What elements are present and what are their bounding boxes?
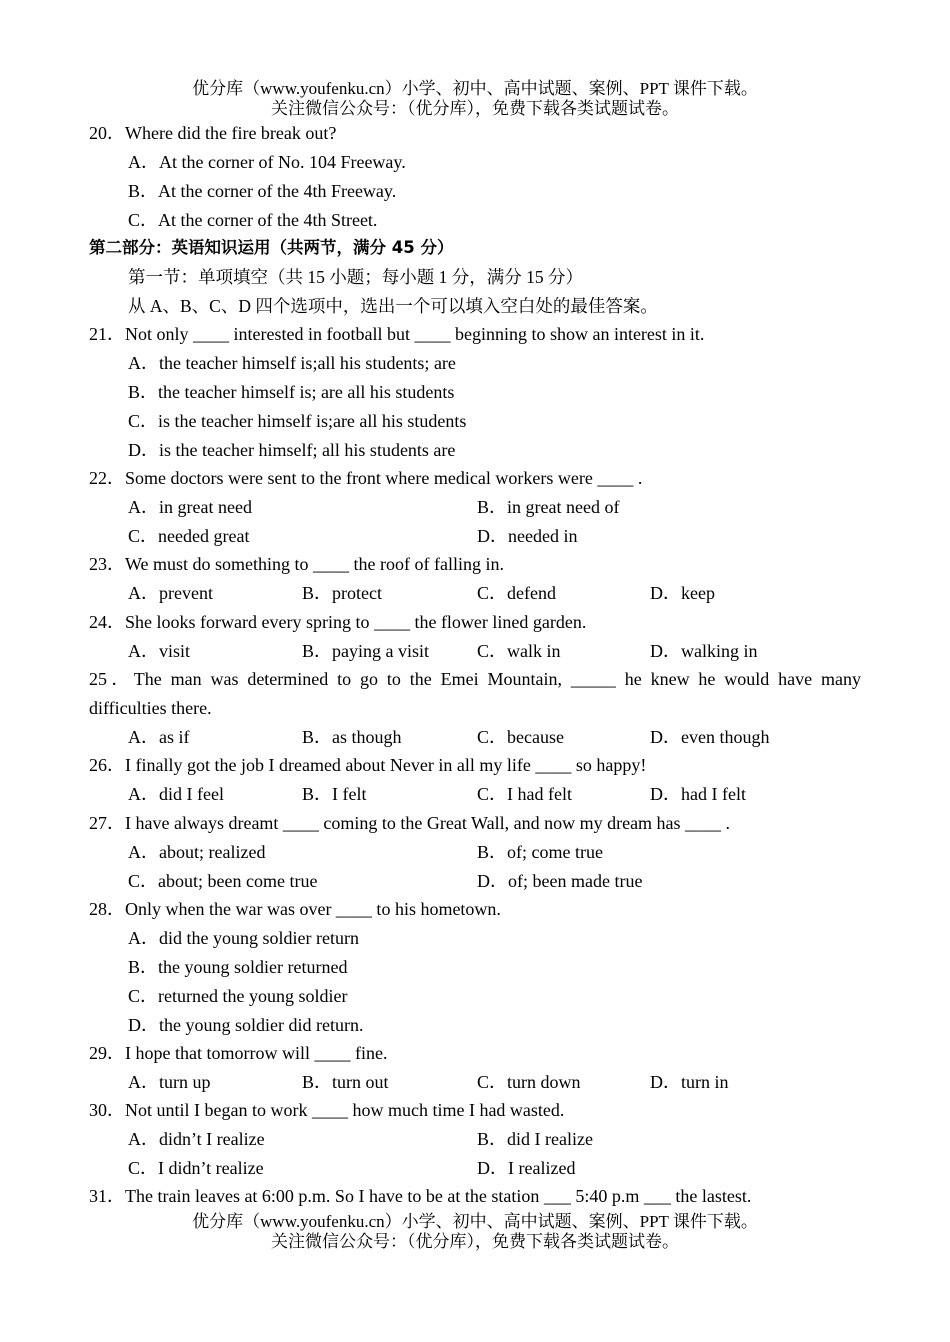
question-26-option-a: A．did I feel <box>128 784 224 804</box>
question-22-stem: 22．Some doctors were sent to the front where medical workers were ____ . <box>89 468 643 488</box>
question-20-option-b: B．At the corner of the 4th Freeway. <box>128 181 397 201</box>
question-28-option-d: D．the young soldier did return. <box>128 1015 364 1035</box>
question-24-stem: 24．She looks forward every spring to ____ the flower lined garden. <box>89 612 587 632</box>
question-28-option-a: A．did the young soldier return <box>128 928 359 948</box>
footer-line-1: 优分库（www.youfenku.cn）小学、初中、高中试题、案例、PPT 课件下载。 <box>192 1212 758 1231</box>
question-27-option-a: A．about; realized <box>128 842 266 862</box>
question-25-option-a: A．as if <box>128 727 190 747</box>
question-21-option-a: A．the teacher himself is;all his students; are <box>128 353 456 373</box>
question-22-option-b: B．in great need of <box>477 497 620 517</box>
header-line-1: 优分库（www.youfenku.cn）小学、初中、高中试题、案例、PPT 课件下载。 <box>192 79 758 98</box>
question-25-option-d: D．even though <box>650 727 770 747</box>
question-24-option-b: B．paying a visit <box>302 641 429 661</box>
question-30-option-c: C．I didn’t realize <box>128 1158 264 1178</box>
question-20-stem: 20．Where did the fire break out? <box>89 123 337 143</box>
question-29-option-a: A．turn up <box>128 1072 211 1092</box>
question-23-option-c: C．defend <box>477 583 556 603</box>
question-23-stem: 23．We must do something to ____ the roof of falling in. <box>89 554 505 574</box>
question-29-stem: 29．I hope that tomorrow will ____ fine. <box>89 1043 388 1063</box>
question-29-option-d: D．turn in <box>650 1072 729 1092</box>
question-30-option-d: D．I realized <box>477 1158 576 1178</box>
question-23-option-d: D．keep <box>650 583 715 603</box>
question-24-option-a: A．visit <box>128 641 191 661</box>
question-26-option-d: D．had I felt <box>650 784 746 804</box>
footer-line-2: 关注微信公众号：（优分库），免费下载各类试题试卷。 <box>271 1232 679 1251</box>
question-21-option-c: C．is the teacher himself is;are all his students <box>128 411 467 431</box>
question-28-option-b: B．the young soldier returned <box>128 957 348 977</box>
question-30-option-a: A．didn’t I realize <box>128 1129 265 1149</box>
question-27-option-b: B．of; come true <box>477 842 603 862</box>
question-24-option-d: D．walking in <box>650 641 758 661</box>
question-22-option-a: A．in great need <box>128 497 252 517</box>
section-2-title: 第二部分：英语知识运用（共两节，满分 45 分） <box>89 238 454 257</box>
question-23-option-a: A．prevent <box>128 583 213 603</box>
question-20-option-a: A．At the corner of No. 104 Freeway. <box>128 152 406 172</box>
question-24-option-c: C．walk in <box>477 641 561 661</box>
question-28-option-c: C．returned the young soldier <box>128 986 348 1006</box>
question-25-stem-line-2: difficulties there. <box>89 698 212 718</box>
question-23-option-b: B．protect <box>302 583 382 603</box>
question-21-stem: 21．Not only ____ interested in football but ____ beginning to show an interest in it. <box>89 324 705 344</box>
question-26-stem: 26．I finally got the job I dreamed about Never in all my life ____ so happy! <box>89 755 647 775</box>
question-25-stem-line-1: 25．The man was determined to go to the Emei Mountain, _____ he knew he would have many <box>89 669 861 689</box>
section-2-part-1: 第一节：单项填空（共 15 小题；每小题 1 分，满分 15 分） <box>128 267 583 287</box>
question-30-stem: 30．Not until I began to work ____ how much time I had wasted. <box>89 1100 565 1120</box>
question-20-option-c: C．At the corner of the 4th Street. <box>128 210 378 230</box>
question-28-stem: 28．Only when the war was over ____ to his hometown. <box>89 899 501 919</box>
question-27-option-d: D．of; been made true <box>477 871 643 891</box>
question-26-option-c: C．I had felt <box>477 784 572 804</box>
question-29-option-b: B．turn out <box>302 1072 389 1092</box>
section-2-instruction: 从 A、B、C、D 四个选项中，选出一个可以填入空白处的最佳答案。 <box>128 296 658 316</box>
question-27-stem: 27．I have always dreamt ____ coming to the Great Wall, and now my dream has ____ . <box>89 813 731 833</box>
question-30-option-b: B．did I realize <box>477 1129 593 1149</box>
question-26-option-b: B．I felt <box>302 784 367 804</box>
question-22-option-c: C．needed great <box>128 526 250 546</box>
question-25-option-b: B．as though <box>302 727 402 747</box>
question-27-option-c: C．about; been come true <box>128 871 318 891</box>
question-31-stem: 31．The train leaves at 6:00 p.m. So I have to be at the station ___ 5:40 p.m ___ the lastest. <box>89 1186 752 1206</box>
question-22-option-d: D．needed in <box>477 526 578 546</box>
header-line-2: 关注微信公众号：（优分库），免费下载各类试题试卷。 <box>271 99 679 118</box>
question-29-option-c: C．turn down <box>477 1072 581 1092</box>
question-25-option-c: C．because <box>477 727 564 747</box>
question-21-option-b: B．the teacher himself is; are all his students <box>128 382 455 402</box>
question-21-option-d: D．is the teacher himself; all his students are <box>128 440 456 460</box>
